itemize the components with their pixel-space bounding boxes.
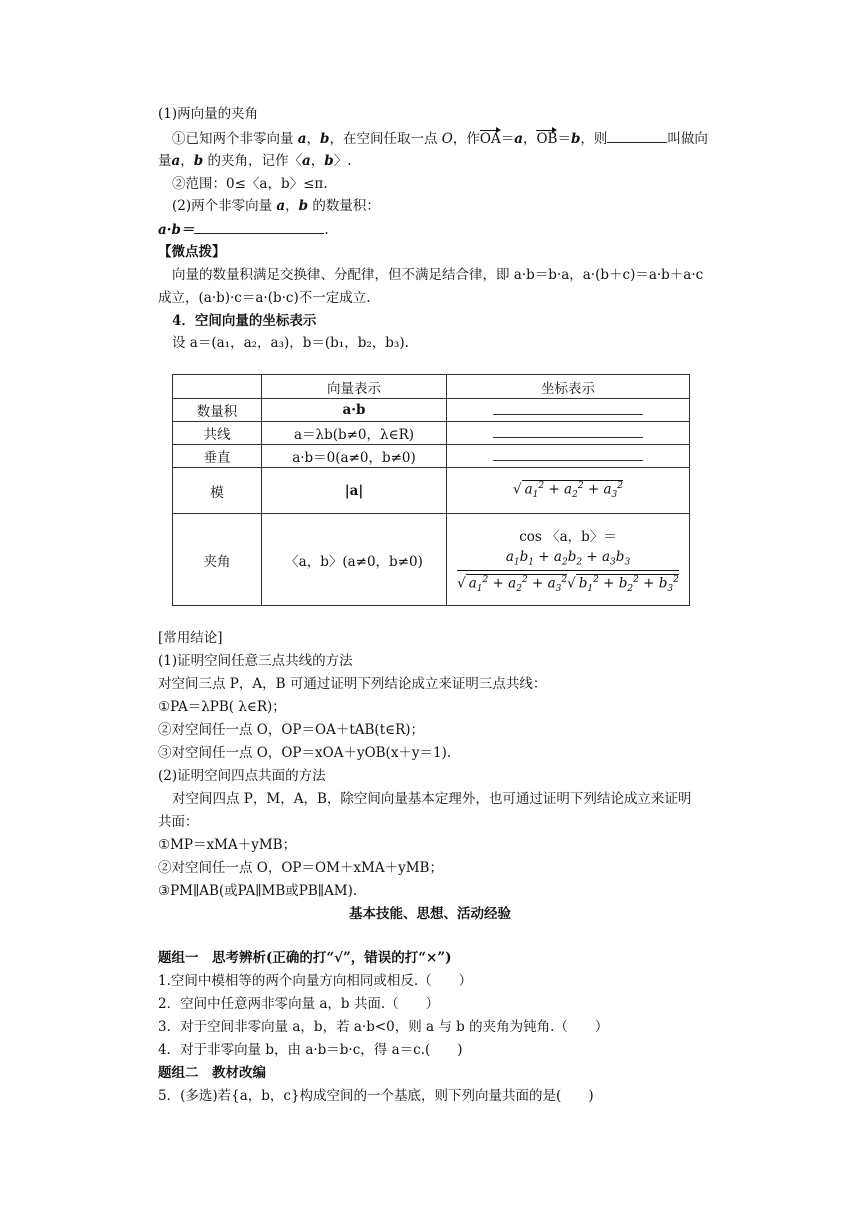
conclusion-text: ①MP＝xMA＋yMB；: [158, 837, 297, 853]
row-vector: a＝λb(b≠0，λ∈R): [262, 422, 447, 445]
conclusion-text: (1)证明空间任意三点共线的方法: [158, 653, 353, 669]
group-title: 题组一 思考辨析(正确的打“√”，错误的打“×”): [158, 950, 452, 966]
cos-label: cos 〈a，b〉＝: [519, 529, 617, 546]
conclusion-text: 对空间四点 P，M，A，B，除空间向量基本定理外，也可通过证明下列结论成立来证明: [172, 791, 692, 807]
row-name: 数量积: [173, 399, 262, 422]
dot-product-line: a·b＝ .: [158, 219, 329, 240]
fill-blank-collinear[interactable]: [493, 425, 643, 438]
tip-title: 【微点拨】: [158, 244, 226, 260]
conclusion-text: ①PA＝λPB( λ∈R)；: [158, 699, 286, 715]
angle-definition-line-2: 量a，b 的夹角，记作〈a，b〉.: [158, 153, 352, 169]
row-vector: |a|: [262, 468, 447, 514]
row-vector: a·b: [262, 399, 447, 422]
fill-blank-dot-product[interactable]: [194, 219, 324, 234]
conclusion-text: ②对空间任一点 O，OP＝OA＋tAB(t∈R)；: [158, 722, 425, 738]
coordinate-section-title: 4．空间向量的坐标表示: [172, 313, 317, 329]
fill-blank-angle[interactable]: [607, 128, 667, 143]
row-name: 共线: [173, 422, 262, 445]
conclusions-title: [常用结论]: [158, 630, 223, 646]
modulus-formula: √ $a_1^2 + a_2^2 + a_3^2$: [447, 468, 690, 514]
row-vector: a·b＝0(a≠0，b≠0): [262, 445, 447, 468]
tip-line-1: 向量的数量积满足交换律、分配律，但不满足结合律，即 a·b＝b·a，a·(b＋c)＝a·b＋a·c: [172, 267, 704, 283]
dot-product-title: (2)两个非零向量 a，b 的数量积：: [172, 198, 380, 214]
row-name: 垂直: [173, 445, 262, 468]
conclusion-text: (2)证明空间四点共面的方法: [158, 768, 326, 784]
skills-title: 基本技能、思想、活动经验: [349, 906, 511, 922]
angle-definition-line: ①已知两个非零向量 a，b，在空间任取一点 O，作OA＝a，OB＝b，则 叫做向: [172, 128, 708, 149]
table-header-vector: 向量表示: [262, 375, 447, 399]
coordinate-table: [172, 374, 690, 606]
group-title: 题组二 教材改编: [158, 1065, 266, 1081]
conclusion-text: 对空间三点 P，A，B 可通过证明下列结论成立来证明三点共线：: [158, 676, 547, 692]
conclusion-text: ②对空间任一点 O，OP＝OM＋xMA＋yMB；: [158, 860, 443, 876]
row-name: 模: [173, 468, 262, 514]
row-name: 夹角: [173, 514, 262, 606]
fill-blank-dot[interactable]: [493, 402, 643, 415]
angle-range: ②范围：0≤〈a，b〉≤π.: [172, 176, 328, 192]
question: 2．空间中任意两非零向量 a，b 共面.（ ）: [158, 996, 440, 1012]
conclusion-text: 共面：: [158, 814, 199, 830]
question: 5．(多选)若{a，b，c}构成空间的一个基底，则下列向量共面的是( ): [158, 1088, 594, 1104]
conclusion-text: ③PM∥AB(或PA∥MB或PB∥AM).: [158, 883, 358, 899]
angle-formula: cos 〈a，b〉＝ $\frac{a_1b_1 + a_2b_2 + a_3b_3}{√ a_1^2 + a_2^2 + a_3^2√ b_1^2 + b_2^2 + b_3^2}$: [447, 514, 690, 606]
table-header-empty: [173, 375, 262, 399]
section-angle-title: (1)两向量的夹角: [158, 106, 259, 122]
question: 3．对于空间非零向量 a，b，若 a·b<0，则 a 与 b 的夹角为钝角.（ ）: [158, 1019, 609, 1035]
fill-blank-perpendicular[interactable]: [493, 448, 643, 461]
question: 1.空间中模相等的两个向量方向相同或相反.（ ）: [158, 973, 473, 989]
table-header-coordinate: 坐标表示: [447, 375, 690, 399]
tip-line-2: 成立，(a·b)·c＝a·(b·c)不一定成立.: [158, 290, 371, 306]
row-vector: 〈a，b〉(a≠0，b≠0): [262, 514, 447, 606]
conclusion-text: ③对空间任一点 O，OP＝xOA＋yOB(x＋y＝1).: [158, 745, 452, 761]
question: 4．对于非零向量 b，由 a·b＝b·c，得 a＝c.( ): [158, 1042, 463, 1058]
coordinate-setup: 设 a＝(a₁，a₂，a₃)，b＝(b₁，b₂，b₃).: [172, 335, 409, 351]
